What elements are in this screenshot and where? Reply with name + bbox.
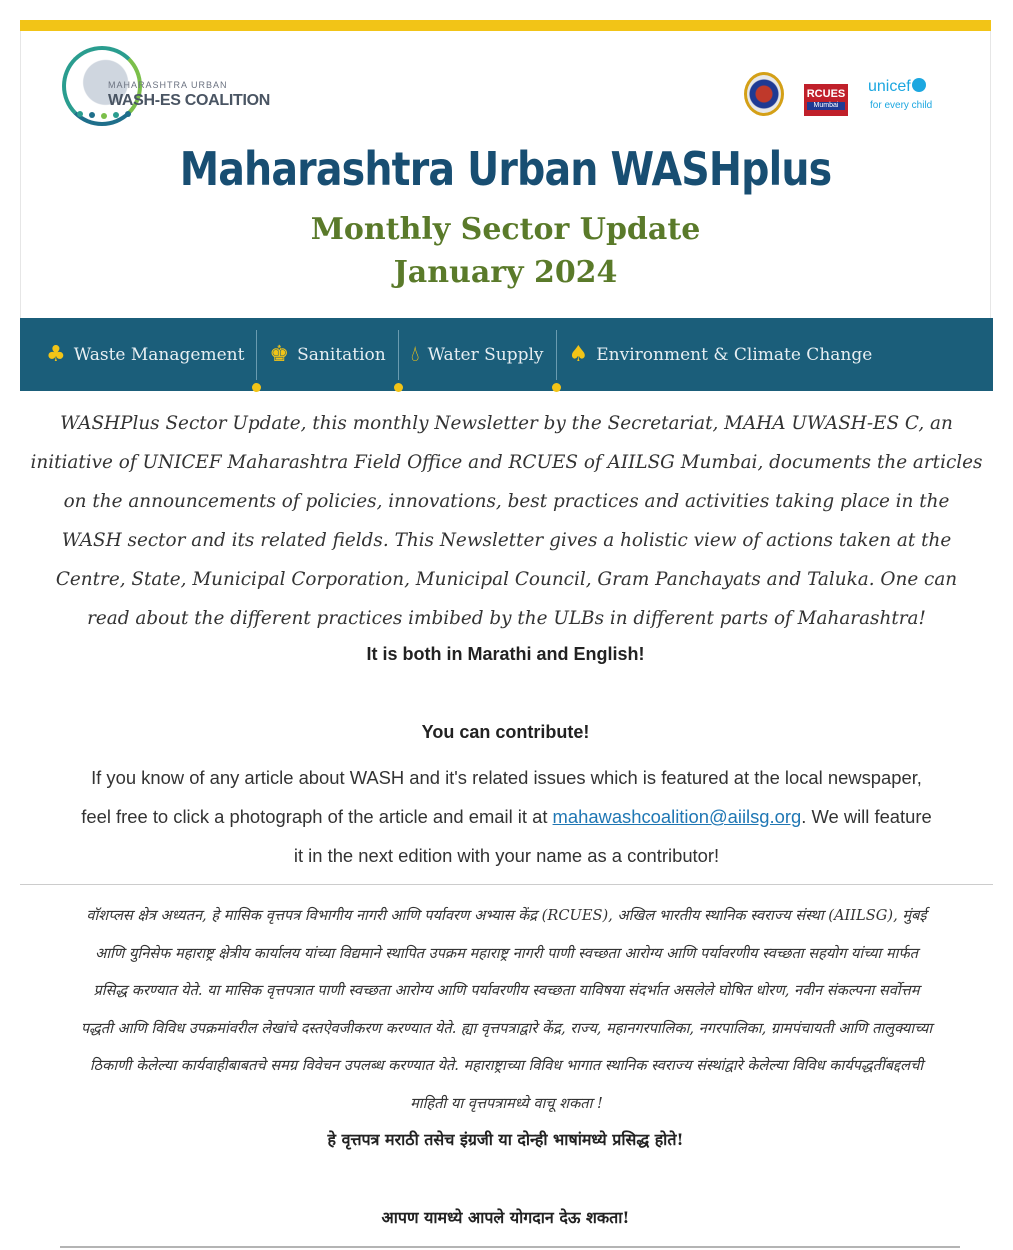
water-drop-icon: 💧︎ [410,342,420,367]
section-divider [20,884,993,885]
nav-item-label: Waste Management [73,344,245,365]
intro-line: WASHPlus Sector Update, this monthly Newsletter by the Secretariat, MAHA UWASH-ES C, an [60,413,953,434]
rcues-logo-subtext: Mumbai [807,102,845,110]
unicef-globe-icon [912,78,926,92]
intro-line: initiative of UNICEF Maharashtra Field Office and RCUES of AIILSG Mumbai, documents the articles [30,452,983,473]
contribute-paragraph [18,758,995,875]
nav-separator [398,330,399,380]
intro-line: read about the different practices imbibed by the ULBs in different parts of Maharashtra! [87,608,926,629]
marathi-line: ठिकाणी केलेल्या कार्यवाहीबाबतचे समग्र विवेचन उपलब्ध करण्यात येते. महाराष्ट्राच्या विविध भागात स्थानिक स्वराज्य संस्थांद्वारे केलेल्या विविध कार्यपद्धतींबद्दलची [89,1057,924,1074]
contribute-line [18,797,995,836]
nav-item-label: Sanitation [297,344,386,365]
marathi-contribute-heading: आपण यामध्ये आपले योगदान देऊ शकता! [381,1208,630,1227]
marathi-bilingual-note: हे वृत्तपत्र मराठी तसेच इंग्रजी या दोन्ही भाषांमध्ये प्रसिद्ध होते! [327,1130,684,1149]
coalition-logo [62,46,271,141]
rcues-logo [804,84,848,116]
marathi-text-cutoff [60,1240,960,1250]
intro-paragraph [18,404,995,638]
separator-dot [552,383,561,392]
sanitation-icon: ♚ [269,342,290,367]
coalition-logo-small-text: MAHARASHTRA URBAN [108,80,228,90]
unicef-logo-text: unicef [868,78,911,95]
intro-line: WASH sector and its related fields. This Newsletter gives a holistic view of actions taken at the [61,530,952,551]
nav-item-environment-climate-change[interactable] [569,318,873,391]
contribute-line: it in the next edition with your name as a contributor! [293,845,720,866]
intro-line: on the announcements of policies, innovations, best practices and activities taking place in the [63,491,950,512]
marathi-line: माहिती या वृत्तपत्रामध्ये वाचू शकता ! [410,1094,603,1112]
unicef-tagline: for every child [870,100,933,111]
rcues-logo-text: RCUES [806,88,846,100]
unicef-logo [868,78,926,96]
bilingual-note: It is both in Marathi and English! [366,644,645,664]
contribute-text: . We will feature [801,806,932,827]
contribute-line: If you know of any article about WASH and it's related issues which is featured at the local newspaper, [91,767,922,788]
nav-separator [256,330,257,380]
intro-line: Centre, State, Municipal Corporation, Municipal Council, Gram Panchayats and Taluka. One can [55,569,958,590]
nav-item-waste-management[interactable] [46,318,244,391]
aiilsg-seal-icon [744,72,784,116]
marathi-line: वॉशप्लस क्षेत्र अध्यतन, हे मासिक वृत्तपत्र विभागीय नागरी आणि पर्यावरण अभ्यास केंद्र (RCUES), अखिल भारतीय स्थानिक स्वराज्य संस्था (AIILSG), मुंबई [86,907,927,924]
nav-item-label: Water Supply [427,344,544,365]
marathi-paragraph [18,897,995,1122]
contribute-heading: You can contribute! [421,722,590,742]
nav-item-sanitation[interactable] [269,318,385,391]
nav-item-label: Environment & Climate Change [596,344,873,365]
page-title: Maharashtra Urban WASHplus [179,142,832,196]
page-subtitle: Monthly Sector Update [310,212,701,247]
nav-separator [556,330,557,380]
waste-icon: ♣ [46,342,66,367]
sector-nav-bar [20,318,993,391]
edition-date: January 2024 [393,255,618,290]
contact-email-link[interactable]: mahawashcoalition@aiilsg.org [552,806,802,827]
marathi-line: प्रसिद्ध करण्यात येते. या मासिक वृत्तपत्रात पाणी स्वच्छता आरोग्य आणि पर्यावरणीय स्वच्छता याविषया संदर्भात असलेले घोषित धोरण, नवीन संकल्पना सर्वोत्तम [93,982,920,999]
separator-dot [394,383,403,392]
marathi-line: आणि युनिसेफ महाराष्ट्र क्षेत्रीय कार्यालय यांच्या विद्यमाने स्थापित उपक्रम महाराष्ट्र नागरी पाणी स्वच्छता आरोग्य आणि पर्यावरणीय स्वच्छता सहयोग यांच्या मार्फत [95,944,918,962]
partner-logos [742,70,952,120]
environment-icon: ♠ [568,342,589,367]
coalition-logo-name: WASH-ES COALITION [108,92,271,109]
marathi-line: पद्धती आणि विविध उपक्रमांवरील लेखांचे दस्तऐवजीकरण करण्यात येते. ह्या वृत्तपत्राद्वारे केंद्र, राज्य, महानगरपालिका, नगरपालिका, ग्रामपंचायती आणि तालुक्याच्या [80,1019,933,1037]
top-accent-bar [20,20,991,31]
nav-item-water-supply[interactable] [411,318,544,391]
separator-dot [252,383,261,392]
contribute-text: feel free to click a photograph of the article and email it at [81,806,553,827]
